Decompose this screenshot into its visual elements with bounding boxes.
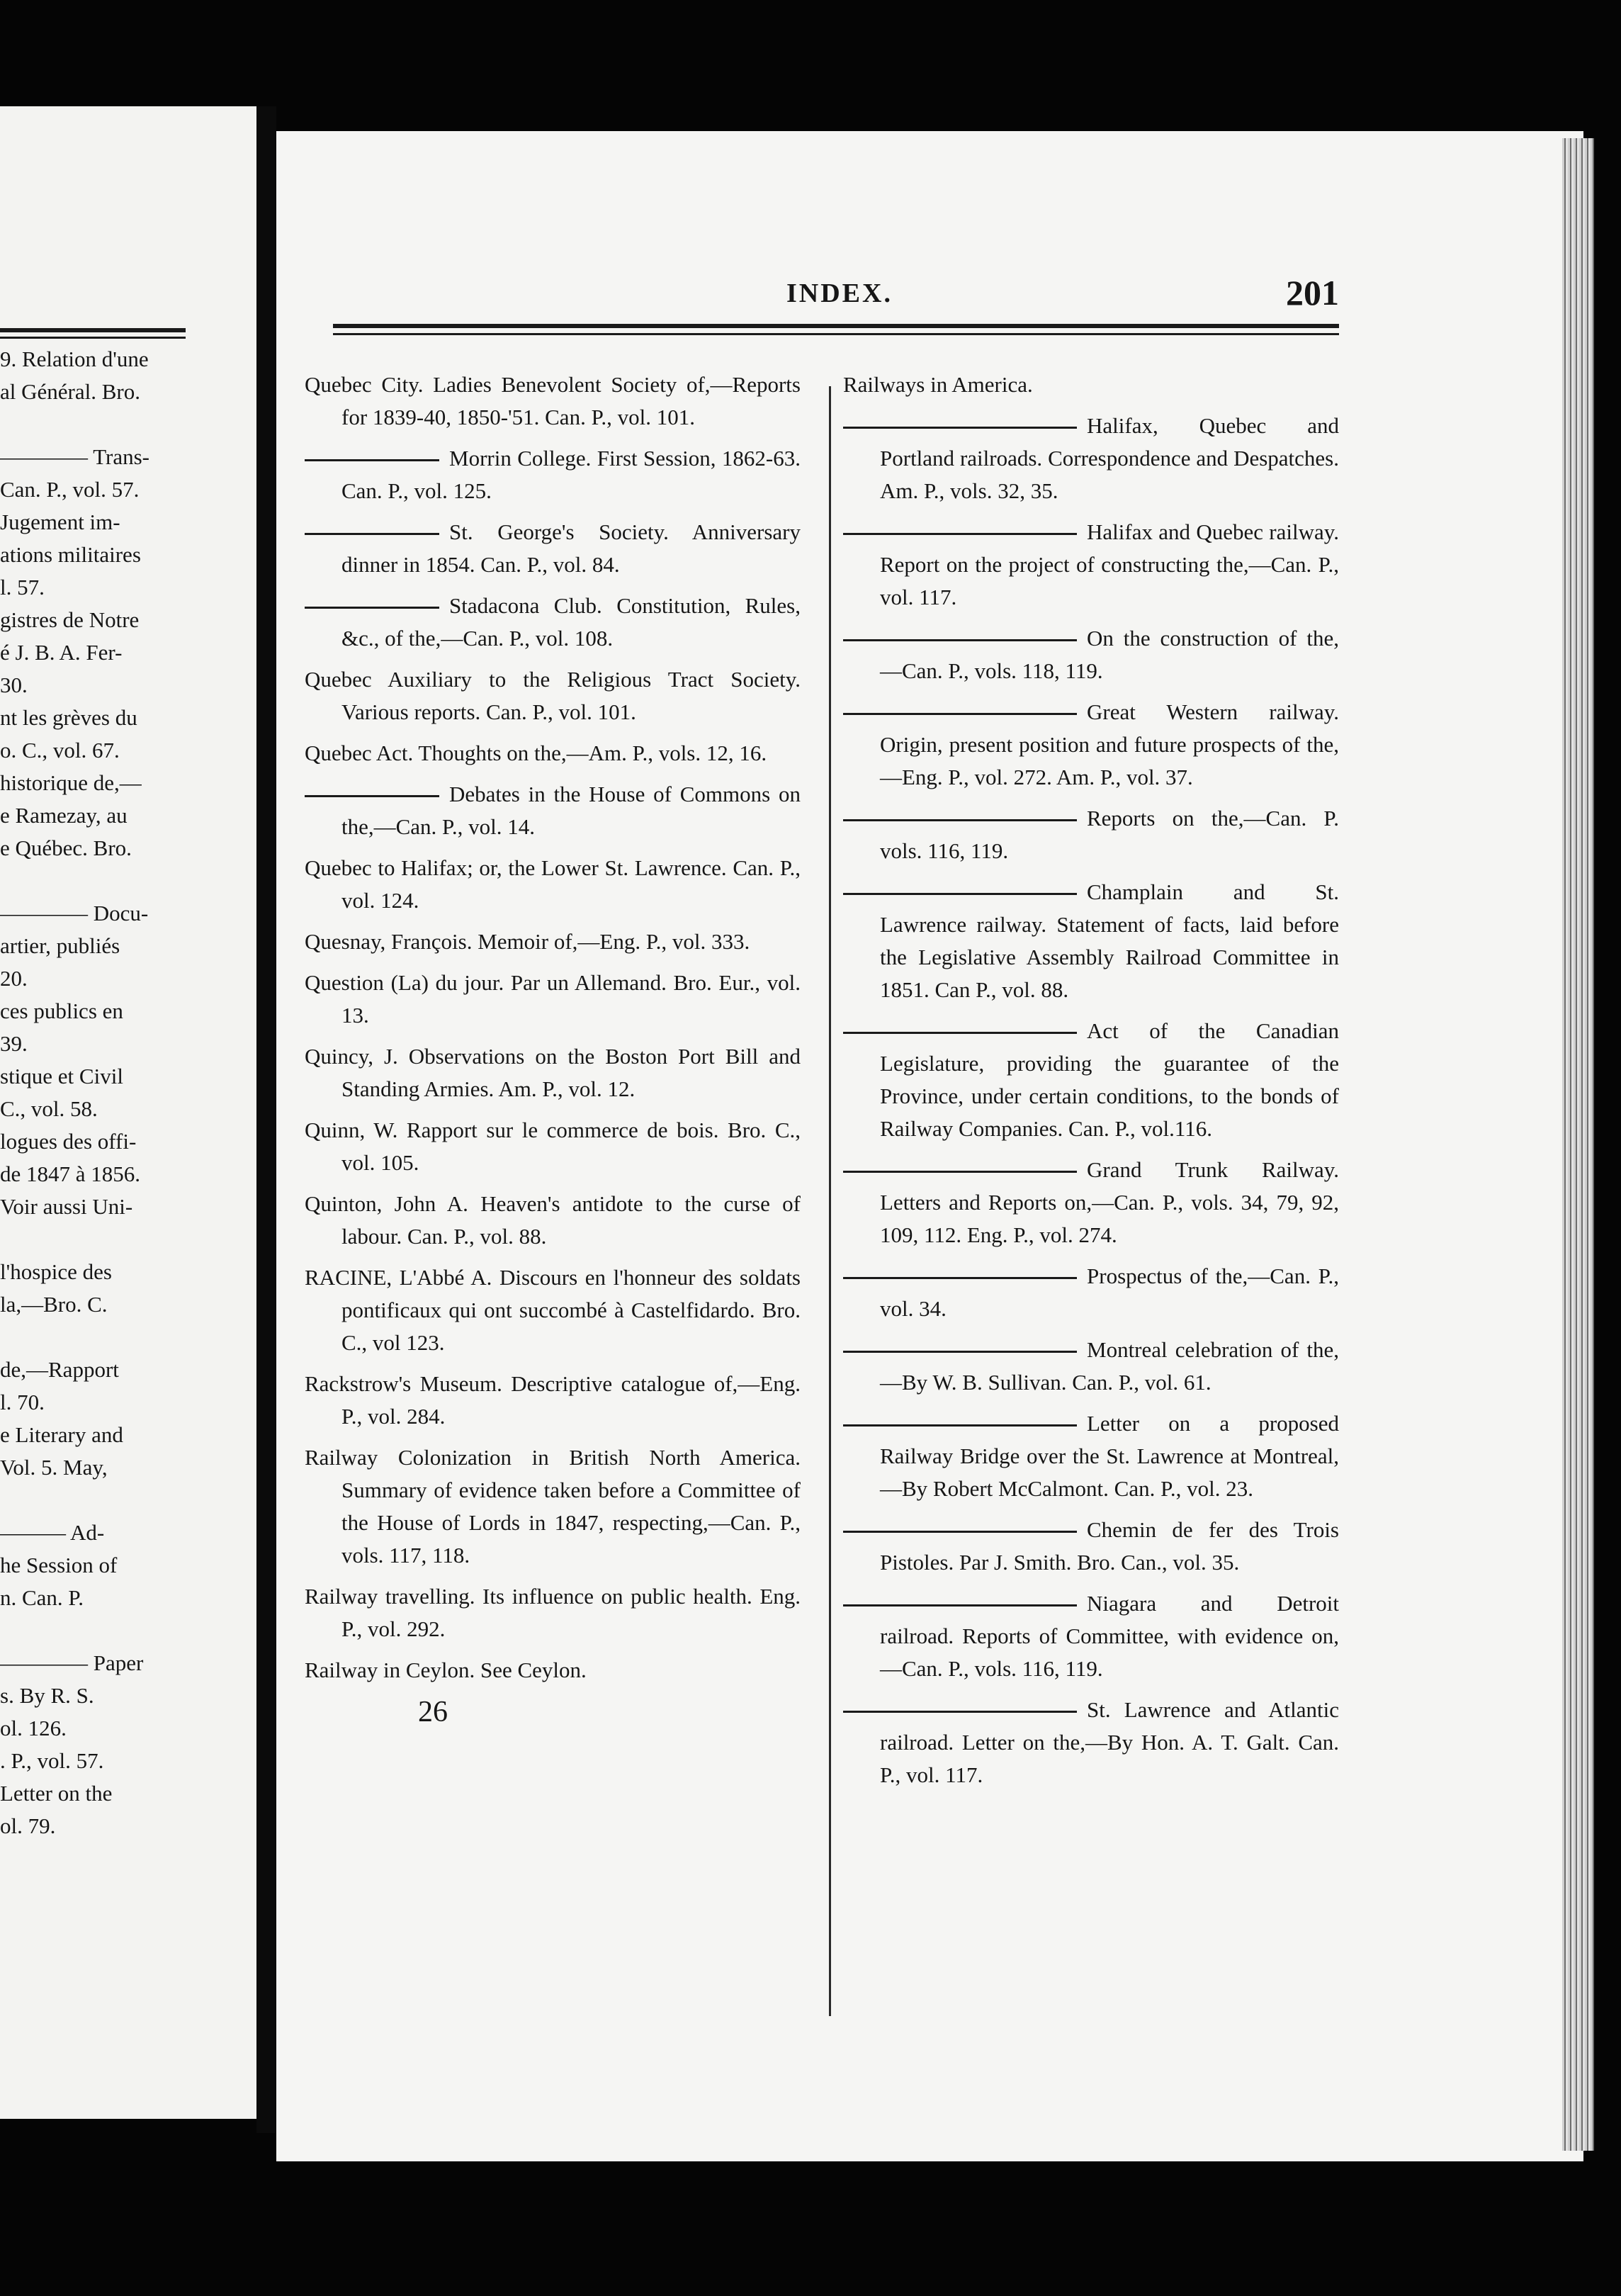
ditto-dash [843, 427, 1077, 429]
index-entry [843, 1587, 1339, 1685]
ditto-dash [843, 713, 1077, 715]
ditto-dash [843, 1032, 1077, 1034]
index-entry [843, 516, 1339, 614]
left-page-line: 9. Relation d'une [0, 347, 149, 371]
header-rule-thin [333, 333, 1339, 335]
index-entry [305, 737, 801, 770]
left-page-line: 20. [0, 966, 28, 991]
index-entry-text: Niagara and Detroit railroad. Reports of Committee, with evidence on,—Can. P., vols. 116, 119. [880, 1591, 1339, 1681]
index-entry-text: Act of the Canadian Legislature, providing the guarantee of the Province, under certain conditions, to the bonds of Railway Companies. Can. P., vol.116. [880, 1018, 1339, 1141]
left-page-line: 30. [0, 673, 28, 697]
index-entry [305, 778, 801, 843]
index-entry-text: Quebec to Halifax; or, the Lower St. Lawrence. Can. P., vol. 124. [305, 855, 801, 913]
column-divider [829, 386, 831, 2016]
left-page-line: logues des offi- [0, 1129, 137, 1154]
index-entry-text: Chemin de fer des Trois Pistoles. Par J. Smith. Bro. Can., vol. 35. [880, 1517, 1339, 1575]
left-page-line: Vol. 5. May, [0, 1455, 108, 1480]
left-page-line: nt les grèves du [0, 705, 137, 730]
index-entry [843, 1015, 1339, 1145]
left-page-line: Can. P., vol. 57. [0, 477, 140, 502]
left-page-line: ———— Trans- [0, 444, 150, 469]
index-entry-text: Reports on the,—Can. P. vols. 116, 119. [880, 806, 1339, 863]
left-page-line: . P., vol. 57. [0, 1748, 104, 1773]
index-entry-text: Grand Trunk Railway. Letters and Reports on,—Can. P., vols. 34, 79, 92, 109, 112. Eng. P., vol. 274. [880, 1157, 1339, 1247]
index-entry-text: On the construction of the,—Can. P., vols. 118, 119. [880, 626, 1339, 683]
index-entry-text: Railway in Ceylon. See Ceylon. [305, 1658, 587, 1682]
index-entry-text: Railway Colonization in British North America. Summary of evidence taken before a Committee of the House of Lords in 1847, respecting,—Can. P., vols. 117, 118. [305, 1445, 801, 1568]
left-page-line: e Ramezay, au [0, 803, 128, 828]
left-page-line: ——— Ad- [0, 1520, 105, 1545]
index-entry-text: Railways in America. [843, 372, 1033, 397]
index-column-right [843, 368, 1339, 1800]
index-entry [843, 622, 1339, 687]
index-column-left [305, 368, 801, 1729]
left-page-line: ol. 126. [0, 1716, 67, 1740]
ditto-dash [843, 1424, 1077, 1426]
ditto-dash [843, 1171, 1077, 1173]
index-entry [305, 590, 801, 655]
index-entry [843, 1260, 1339, 1325]
left-page-line: e Québec. Bro. [0, 835, 132, 860]
left-page-line: é J. B. A. Fer- [0, 640, 123, 665]
left-page-line: ———— Paper [0, 1650, 144, 1675]
index-entry [843, 1694, 1339, 1791]
index-entry-text: Morrin College. First Session, 1862-63. Can. P., vol. 125. [341, 446, 801, 503]
index-entry-text: Debates in the House of Commons on the,—Can. P., vol. 14. [341, 782, 801, 839]
index-entry [305, 1188, 801, 1253]
ditto-dash [843, 1351, 1077, 1353]
index-entry [305, 1580, 801, 1645]
index-entry-text: Rackstrow's Museum. Descriptive catalogue of,—Eng. P., vol. 284. [305, 1371, 801, 1429]
left-page-line: gistres de Notre [0, 607, 140, 632]
left-page-line: s. By R. S. [0, 1683, 94, 1708]
index-entry [305, 516, 801, 581]
index-entry-text: Prospectus of the,—Can. P., vol. 34. [880, 1264, 1339, 1321]
left-page-line: ———— Docu- [0, 901, 149, 925]
index-entry [305, 1368, 801, 1433]
left-page-line: l'hospice des [0, 1259, 112, 1284]
left-page-line: C., vol. 58. [0, 1096, 98, 1121]
left-page-line: Voir aussi Uni- [0, 1194, 133, 1219]
index-entry-text: Quebec City. Ladies Benevolent Society of,—Reports for 1839-40, 1850-'51. Can. P., vol. 101. [305, 372, 801, 429]
index-entry [843, 1514, 1339, 1579]
index-entry-text: Quesnay, François. Memoir of,—Eng. P., vol. 333. [305, 929, 750, 954]
index-entry [305, 925, 801, 958]
index-entry-text: Quinton, John A. Heaven's antidote to the curse of labour. Can. P., vol. 88. [305, 1191, 801, 1249]
left-page-line: stique et Civil [0, 1064, 123, 1088]
left-page-rule-thin [0, 337, 186, 339]
header-rule [333, 324, 1339, 328]
index-entry [305, 442, 801, 507]
left-page-line: l. 57. [0, 575, 45, 600]
left-page-line: Letter on the [0, 1781, 113, 1806]
index-entry [305, 663, 801, 728]
ditto-dash [843, 1277, 1077, 1279]
ditto-dash [843, 533, 1077, 535]
index-entry-text: RACINE, L'Abbé A. Discours en l'honneur des soldats pontificaux qui ont succombé à Castelfidardo. Bro. C., vol 123. [305, 1265, 801, 1355]
left-page-rule [0, 328, 186, 332]
ditto-dash [843, 1711, 1077, 1713]
left-page-line: 39. [0, 1031, 28, 1056]
index-entry-text: Halifax and Quebec railway. Report on the project of constructing the,—Can. P., vol. 117. [880, 519, 1339, 609]
left-facing-page [0, 106, 256, 2119]
index-entry [843, 1154, 1339, 1251]
index-entry [305, 852, 801, 917]
index-entry [305, 368, 801, 434]
running-title: INDEX. [786, 278, 893, 308]
ditto-dash [843, 893, 1077, 895]
page-number: 201 [1286, 273, 1339, 313]
index-entry [305, 1040, 801, 1105]
index-entry-text: Quebec Act. Thoughts on the,—Am. P., vols. 12, 16. [305, 741, 767, 765]
index-entry [843, 1407, 1339, 1505]
index-entry-text: Letter on a proposed Railway Bridge over the St. Lawrence at Montreal,—By Robert McCalmont. Can. P., vol. 23. [880, 1411, 1339, 1501]
ditto-dash [843, 639, 1077, 641]
left-page-line: ations militaires [0, 542, 141, 567]
left-page-line: de 1847 à 1856. [0, 1161, 141, 1186]
index-entry [305, 1261, 801, 1359]
index-entry [843, 876, 1339, 1006]
index-entry [305, 1441, 801, 1572]
ditto-dash [843, 819, 1077, 821]
ditto-dash [305, 607, 439, 609]
left-page-line: al Général. Bro. [0, 379, 140, 404]
page-header [333, 273, 1339, 327]
ditto-dash [305, 795, 439, 797]
index-entry-text: Great Western railway. Origin, present position and future prospects of the,—Eng. P., vol. 272. Am. P., vol. 37. [880, 699, 1339, 789]
index-entry-text: Quebec Auxiliary to the Religious Tract Society. Various reports. Can. P., vol. 101. [305, 667, 801, 724]
left-page-line: ol. 79. [0, 1813, 56, 1838]
page-edges [1562, 138, 1594, 2151]
left-page-line: n. Can. P. [0, 1585, 84, 1610]
index-entry-text: Question (La) du jour. Par un Allemand. Bro. Eur., vol. 13. [305, 970, 801, 1028]
ditto-dash [843, 1604, 1077, 1606]
left-page-line: ces publics en [0, 998, 123, 1023]
index-entry-text: Quinn, W. Rapport sur le commerce de bois. Bro. C., vol. 105. [305, 1118, 801, 1175]
left-page-line: he Session of [0, 1553, 118, 1577]
ditto-dash [305, 533, 439, 535]
ditto-dash [305, 459, 439, 461]
index-entry-text: Stadacona Club. Constitution, Rules, &c., of the,—Can. P., vol. 108. [341, 593, 801, 651]
index-entry [843, 410, 1339, 507]
index-entry [305, 967, 801, 1032]
index-entry [305, 1654, 801, 1687]
left-page-line: de,—Rapport [0, 1357, 119, 1382]
index-entry-text: Railway travelling. Its influence on public health. Eng. P., vol. 292. [305, 1584, 801, 1641]
left-page-line: historique de,— [0, 770, 142, 795]
index-entry-text: Montreal celebration of the,—By W. B. Sullivan. Can. P., vol. 61. [880, 1337, 1339, 1395]
index-entry [843, 1334, 1339, 1399]
index-entry-text: Champlain and St. Lawrence railway. Statement of facts, laid before the Legislative Assembly Railroad Committee in 1851. Can P., vol. 88. [880, 879, 1339, 1002]
index-entry-text: Halifax, Quebec and Portland railroads. Correspondence and Despatches. Am. P., vols. 32, 35. [880, 413, 1339, 503]
left-page-line: artier, publiés [0, 933, 120, 958]
index-entry-text: St. George's Society. Anniversary dinner in 1854. Can. P., vol. 84. [341, 519, 801, 577]
left-page-line: e Literary and [0, 1422, 123, 1447]
left-page-line: o. C., vol. 67. [0, 738, 120, 762]
left-page-line: l. 70. [0, 1390, 45, 1414]
index-entry-text: Quincy, J. Observations on the Boston Port Bill and Standing Armies. Am. P., vol. 12. [305, 1044, 801, 1101]
signature-mark: 26 [418, 1696, 448, 1728]
index-entry-text: St. Lawrence and Atlantic railroad. Letter on the,—By Hon. A. T. Galt. Can. P., vol. 117. [880, 1697, 1339, 1787]
index-entry [305, 1114, 801, 1179]
ditto-dash [843, 1531, 1077, 1533]
index-entry [843, 696, 1339, 794]
book-gutter [256, 106, 276, 2133]
left-page-line: Jugement im- [0, 510, 120, 534]
index-entry [843, 802, 1339, 867]
left-page-line: la,—Bro. C. [0, 1292, 108, 1317]
index-entry [843, 368, 1339, 401]
